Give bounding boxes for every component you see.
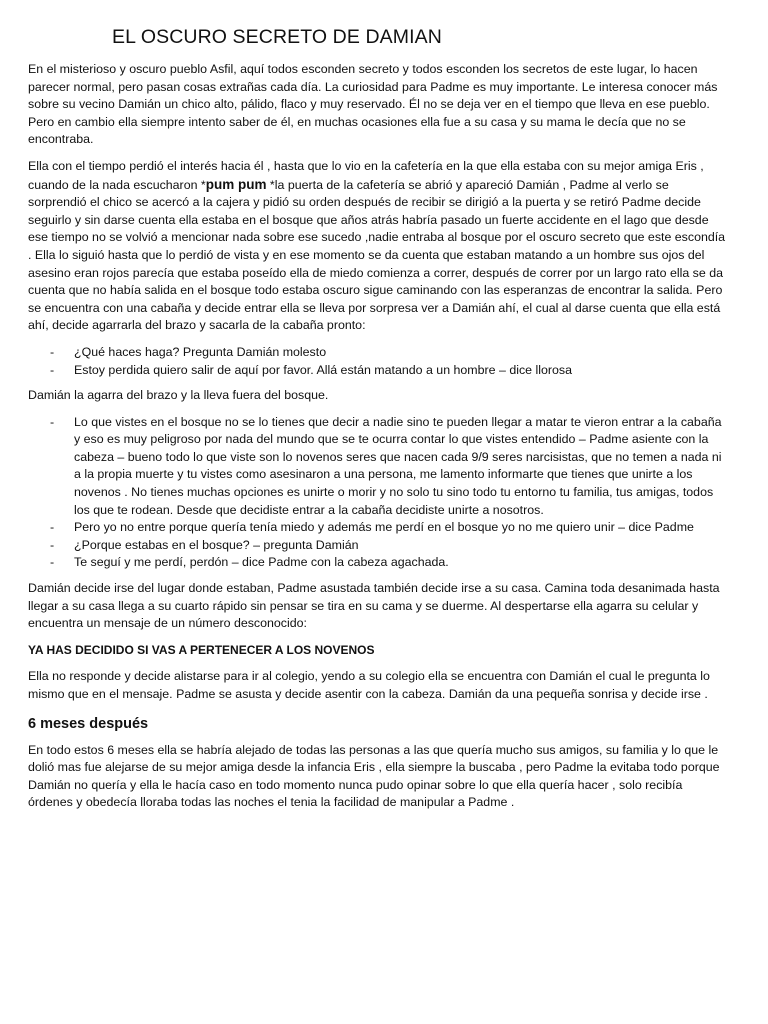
paragraph-intro: En el misterioso y oscuro pueblo Asfil, aquí todos esconden secreto y todos esconden los secretos de este lugar, lo hacen parecer normal, pero pasan cosas extrañas cada día. La curiosidad para Padme es muy importante. Le interesa conocer más sobre su vecino Damián un chico alto, pálido, flaco y muy reservado. Él no se deja ver en el tiempo que lleva en ese pueblo. Pero en cambio ella siempre intento saber de él, en muchas ocasiones ella fue a su casa y su mama le decía que no se encontraba.: [28, 62, 718, 147]
sound-effect-text: pum pum: [205, 176, 267, 192]
dialog-line: - Lo que vistes en el bosque no se lo tienes que decir a nadie sino te pueden llegar a matar te vieron entrar a la cabaña y eso es muy peligroso por nada del mundo que se te ocurra contar lo que vistes entendido – Padme asiente con la cabeza – bueno todo lo que viste son lo novenos seres que nacen cada 9/9 seres narcisistas, que no temen a nada ni a la propia muerte y tu vistes como asesinaron a una persona, me lamento informarte que tienes que unirte a los novenos . No tienes muchas opciones es unirte o morir y no solo tu sino todo tu entorno tu familia, tus amigas, todos los que te rodean. Desde que decidiste entrar a la cabaña decidiste unirte a nosotros.: [28, 414, 728, 520]
document-title: EL OSCURO SECRETO DE DAMIAN: [112, 26, 442, 48]
dialog-line: - Estoy perdida quiero salir de aquí por favor. Allá están matando a un hombre – dice llorosa: [28, 362, 728, 380]
paragraph-cafeteria-part1: Ella con el tiempo perdió el interés hacia él , hasta que lo vio en la cafetería en la que ella estaba con su mejor amiga Eris , cuando de la nada escucharon *: [28, 158, 704, 192]
dialog-list-warning: [28, 414, 728, 572]
dialog-list-cabin: [28, 344, 728, 379]
dialog-line: - Pero yo no entre porque quería tenía miedo y además me perdí en el bosque yo no me quiero unir – dice Padme: [28, 519, 728, 537]
dialog-line: - ¿Porque estabas en el bosque? – pregunta Damián: [28, 537, 728, 555]
paragraph-leaving-forest: Damián la agarra del brazo y la lleva fuera del bosque.: [28, 388, 329, 403]
paragraph-going-home: Damián decide irse del lugar donde estaban, Padme asustada también decide irse a su casa. Camina toda desanimada hasta llegar a su casa llega a su cuarto rápido sin pensar se tira en su cama y se duerme. Al despertarse ella agarra su celular y encuentra un mensaje de un número desconocido:: [28, 581, 720, 631]
section-heading: 6 meses después: [28, 715, 149, 732]
dialog-line: - Te seguí y me perdí, perdón – dice Padme con la cabeza agachada.: [28, 554, 728, 572]
paragraph-cafeteria-part2: *la puerta de la cafetería se abrió y apareció Damián , Padme al verlo se sorprendió el chico se acercó a la cajera y pidió su orden después de recibir se dirigió a la puerta y se retiró Padme decide seguirlo y sin darse cuenta ella estaba en el bosque que años atrás habría pasado un fuerte accidente en el lago que desde ese tiempo no se volvió a mencionar nada sobre ese sucedo ,nadie entraba al bosque por el oscuro secreto que este escondía . Ella lo siguió hasta que lo perdió de vista y en ese momento se da cuenta que estaban matando a un hombre sus ojos del asesino eran rojos parecía que estaba poseído ella de miedo comienza a correr, después de correr por un largo rato ella se da cuenta que no había salida en el bosque todo estaba oscuro sigue caminando con las esperanzas de encontrar la salida. Pero se encuentra con una cabaña y decide entrar ella se lleva por sorpresa ver a Damián ahí, el cual al darse cuenta que ella está ahí, decide agarrarla del brazo y sacarla de la cabaña pronto:: [28, 177, 726, 333]
unknown-message: YA HAS DECIDIDO SI VAS A PERTENECER A LOS NOVENOS: [28, 642, 375, 657]
paragraph-six-months: En todo estos 6 meses ella se habría alejado de todas las personas a las que quería mucho sus amigos, su familia y lo que le dolió mas fue alejarse de su mejor amiga desde la infancia Eris , ella siempre la buscaba , pero Padme la evitaba todo porque Damián no quería y ella le hacía caso en todo momento nunca pudo opinar sobre lo que ella quería hacer , solo recibía órdenes y obedecía lloraba todas las noches el tenia la facilidad de manipular a Padme .: [28, 742, 720, 810]
dialog-line: - ¿Qué haces haga? Pregunta Damián molesto: [28, 344, 728, 362]
paragraph-cafeteria: [28, 158, 728, 335]
paragraph-school: Ella no responde y decide alistarse para ir al colegio, yendo a su colegio ella se encuentra con Damián el cual le pregunta lo mismo que en el mensaje. Padme se asusta y decide asentir con la cabeza. Damián da una pequeña sonrisa y decide irse .: [28, 669, 710, 701]
